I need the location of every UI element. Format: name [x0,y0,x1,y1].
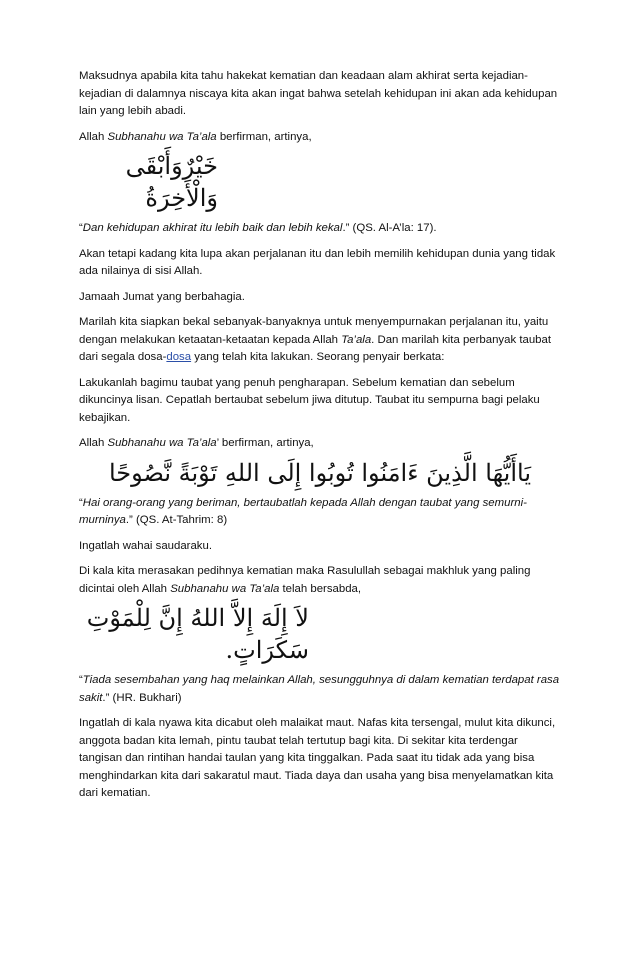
paragraph-firman-2 [79,435,564,453]
dosa-link[interactable]: dosa [166,351,192,363]
text-span: berfirman, artinya, [216,130,312,143]
arabic-verse-2: يَاأَيُّهَا الَّذِينَ ءَامَنُوا تُوبُوا إِلَى اللهِ تَوْبَةً نَّصُوحًا [108,458,531,487]
paragraph-syair: Lakukanlah bagimu taubat yang penuh pengharapan. Sebelum kematian dan sebelum dikuncinya lisan. Cepatlah bertaubat sebelum jiwa ditutup. Taubat itu sempurna bagi pelaku kebajikan. [79,376,540,424]
italic-text: Subhanahu wa Ta’ala [107,437,217,449]
italic-text: Tiada sesembahan yang haq melainkan Allah, sesungguhnya di dalam kematian terdapat rasa sakit [79,674,560,704]
text-span: .” (QS. At-Tahrim: 8) [125,514,228,526]
text-span: Allah [79,437,108,449]
italic-text: Dan kehidupan akhirat itu lebih baik dan lebih kekal [82,222,343,234]
paragraph-ingatlah: Ingatlah wahai saudaraku. [79,539,212,552]
text-span: . Dan marilah kita perbanyak taubat dari segala dosa- [79,333,551,363]
arabic-verse-1: خَيْرٌوَأَبْقَى وَالْأَخِرَةُ [125,152,218,212]
italic-text: Subhanahu wa Ta’ala [107,130,217,143]
text-span: telah bersabda, [279,582,362,595]
document-page [79,68,564,803]
paragraph-jamaah: Jamaah Jumat yang berbahagia. [79,290,245,303]
paragraph-dunia: Akan tetapi kadang kita lupa akan perjalanan itu dan lebih memilih kehidupan dunia yang tidak ada nilainya di sisi Allah. [79,247,556,277]
paragraph-intro: Maksudnya apabila kita tahu hakekat kematian dan keadaan alam akhirat serta kejadian-kejadian di dalamnya niscaya kita akan ingat bahwa setelah kehidupan ini akan ada kehidupan lain yang lebih abadi. [79,70,558,117]
text-span: “ [79,674,83,686]
arabic-hadith: لاَ إِلَهَ إِلاَّ اللهُ إِنَّ لِلْمَوْتِ سَكَرَاتٍ. [86,604,309,664]
text-span: “ [79,222,83,234]
text-span: “ [79,496,83,509]
italic-text: Subhanahu wa Ta’ala [170,582,280,595]
text-span: .” (HR. Bukhari) [102,691,182,704]
text-span: .” (QS. Al-A’la: 17). [342,222,437,234]
translation-2 [79,495,564,530]
text-span: Di kala kita merasakan pedihnya kematian maka Rasulullah sebagai makhluk yang paling dicintai oleh Allah [79,565,531,595]
text-span: ’ berfirman, artinya, [216,437,314,449]
italic-text: Ta’ala [341,333,372,346]
paragraph-firman-1 [79,129,564,147]
paragraph-sakaratul: Ingatlah di kala nyawa kita dicabut oleh malaikat maut. Nafas kita tersengal, mulut kita dikunci, anggota badan kita lemah, pintu taubat telah tertutup bagi kita. Di sekitar kita terdengar tangisan dan rintihan handai taulan yang kita tinggalkan. Pada saat itu tidak ada yang bisa menghindarkan kita dari sakaratul maut. Tiada daya dan usaha yang bisa menyelamatkan kita dari kematian. [79,717,556,799]
text-span: Allah [79,130,108,143]
text-span: yang telah kita lakukan. Seorang penyair berkata: [191,351,445,363]
translation-3 [79,672,564,707]
text-span: Marilah kita siapkan bekal sebanyak-banyaknya untuk menyempurnakan perjalanan itu, yaitu dengan melakukan ketaatan-ketaatan kepada Allah [79,316,549,346]
italic-text: Hai orang-orang yang beriman, bertaubatlah kepada Allah dengan taubat yang semurni-murninya [79,496,527,526]
translation-1 [79,220,564,238]
paragraph-rasulullah [79,563,564,598]
paragraph-bekal [79,314,564,367]
